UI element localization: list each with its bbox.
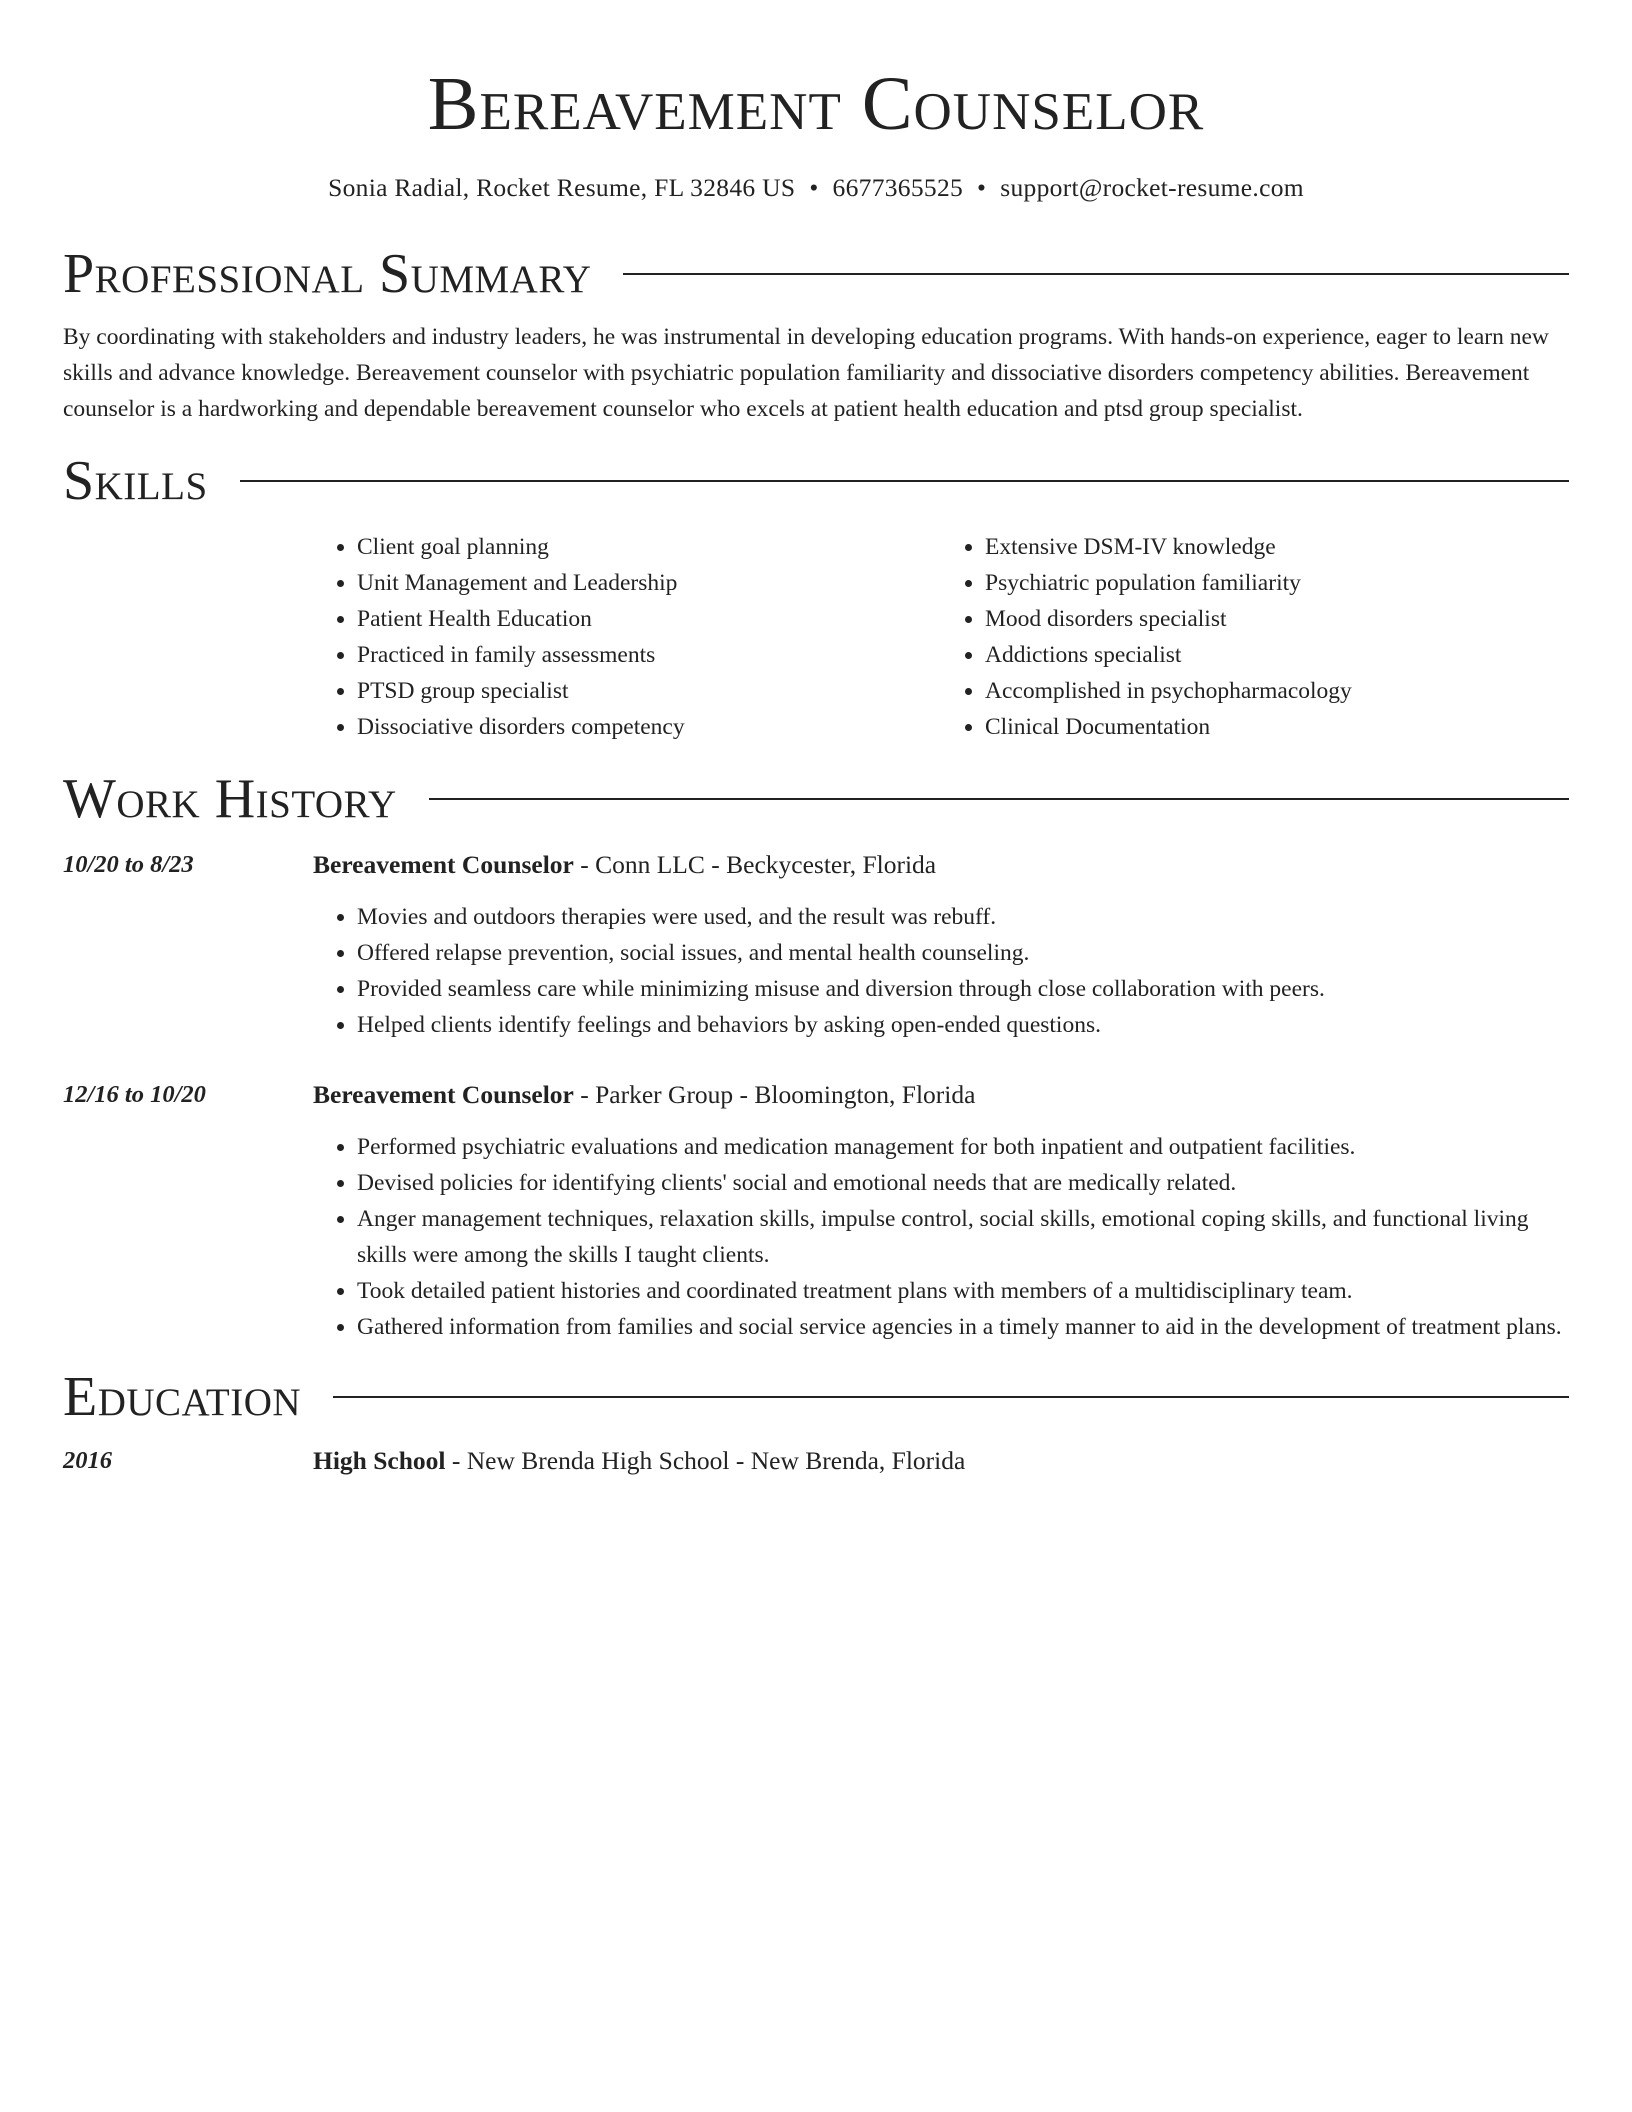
contact-phone: 6677365525 xyxy=(832,173,964,202)
job-bullet: • Took detailed patient histories and coordinated treatment plans with members of a multidisciplinary team. xyxy=(357,1273,1569,1309)
education-title-line xyxy=(313,1443,1569,1479)
job-entry xyxy=(63,1077,1569,1345)
education-year: 2016 xyxy=(63,1447,112,1474)
education-body xyxy=(313,1443,1569,1479)
job-bullet: • Anger management techniques, relaxation skills, impulse control, social skills, emotional coping skills, and functional living skills were among the skills I taught clients. xyxy=(357,1201,1569,1273)
job-entry xyxy=(63,847,1569,1043)
job-bullets xyxy=(313,1129,1569,1345)
job-bullet: • Offered relapse prevention, social issues, and mental health counseling. xyxy=(357,935,1569,971)
skills-section-header xyxy=(63,449,1569,513)
skills-column-right xyxy=(941,529,1569,745)
skill-item: • Clinical Documentation xyxy=(985,709,1569,745)
job-bullet: • Helped clients identify feelings and behaviors by asking open-ended questions. xyxy=(357,1007,1569,1043)
section-divider xyxy=(429,798,1569,800)
job-bullet: • Performed psychiatric evaluations and medication management for both inpatient and outpatient facilities. xyxy=(357,1129,1569,1165)
skills-column-left xyxy=(313,529,941,745)
work-section-header xyxy=(63,767,1569,831)
job-bullet: • Provided seamless care while minimizing misuse and diversion through close collaboration with peers. xyxy=(357,971,1569,1007)
contact-separator: • xyxy=(977,173,987,202)
skill-item: • Addictions specialist xyxy=(985,637,1569,673)
section-divider xyxy=(240,480,1569,482)
education-details: - New Brenda High School - New Brenda, Florida xyxy=(445,1446,966,1475)
job-dates: 10/20 to 8/23 xyxy=(63,851,194,878)
contact-line xyxy=(63,172,1569,204)
job-bullet: • Gathered information from families and social service agencies in a timely manner to aid in the development of treatment plans. xyxy=(357,1309,1569,1345)
job-role: Bereavement Counselor xyxy=(313,850,574,879)
resume-name: Bereavement Counselor xyxy=(427,62,1205,146)
contact-email: support@rocket-resume.com xyxy=(1000,173,1304,202)
job-body xyxy=(313,847,1569,1043)
skills-list xyxy=(313,529,1569,745)
skill-item: • Client goal planning xyxy=(357,529,941,565)
skill-item: • PTSD group specialist xyxy=(357,673,941,709)
skill-item: • Psychiatric population familiarity xyxy=(985,565,1569,601)
skill-item: • Accomplished in psychopharmacology xyxy=(985,673,1569,709)
education-section-title: Education xyxy=(63,1366,302,1428)
education-section-header xyxy=(63,1365,1569,1429)
contact-address: Sonia Radial, Rocket Resume, FL 32846 US xyxy=(328,173,796,202)
contact-separator: • xyxy=(809,173,819,202)
education-degree: High School xyxy=(313,1446,446,1475)
summary-section-header xyxy=(63,242,1569,306)
skill-item: • Practiced in family assessments xyxy=(357,637,941,673)
skill-item: • Patient Health Education xyxy=(357,601,941,637)
skills-section-title: Skills xyxy=(63,450,208,512)
job-role: Bereavement Counselor xyxy=(313,1080,574,1109)
job-bullets xyxy=(313,899,1569,1043)
job-body xyxy=(313,1077,1569,1345)
job-bullet: • Devised policies for identifying clients' social and emotional needs that are medically related. xyxy=(357,1165,1569,1201)
section-divider xyxy=(333,1396,1569,1398)
section-divider xyxy=(623,273,1569,275)
skill-item: • Dissociative disorders competency xyxy=(357,709,941,745)
job-title-line xyxy=(313,1077,1569,1113)
skill-item: • Unit Management and Leadership xyxy=(357,565,941,601)
job-title-line xyxy=(313,847,1569,883)
work-section-title: Work History xyxy=(63,768,397,830)
skill-item: • Mood disorders specialist xyxy=(985,601,1569,637)
skill-item: • Extensive DSM-IV knowledge xyxy=(985,529,1569,565)
summary-text: By coordinating with stakeholders and industry leaders, he was instrumental in developing education programs. With hands-on experience, eager to learn new skills and advance knowledge. Bereavement counselor with psychiatric population familiarity and dissociative disorders competency abilities. Bereavement counselor is a hardworking and dependable bereavement counselor who excels at patient health education and ptsd group specialist. xyxy=(63,324,1549,422)
job-dates: 12/16 to 10/20 xyxy=(63,1081,206,1108)
job-details: - Conn LLC - Beckycester, Florida xyxy=(573,850,937,879)
job-bullet: • Movies and outdoors therapies were used, and the result was rebuff. xyxy=(357,899,1569,935)
summary-section-title: Professional Summary xyxy=(63,243,592,305)
job-details: - Parker Group - Bloomington, Florida xyxy=(573,1080,976,1109)
education-entry xyxy=(63,1443,1569,1479)
